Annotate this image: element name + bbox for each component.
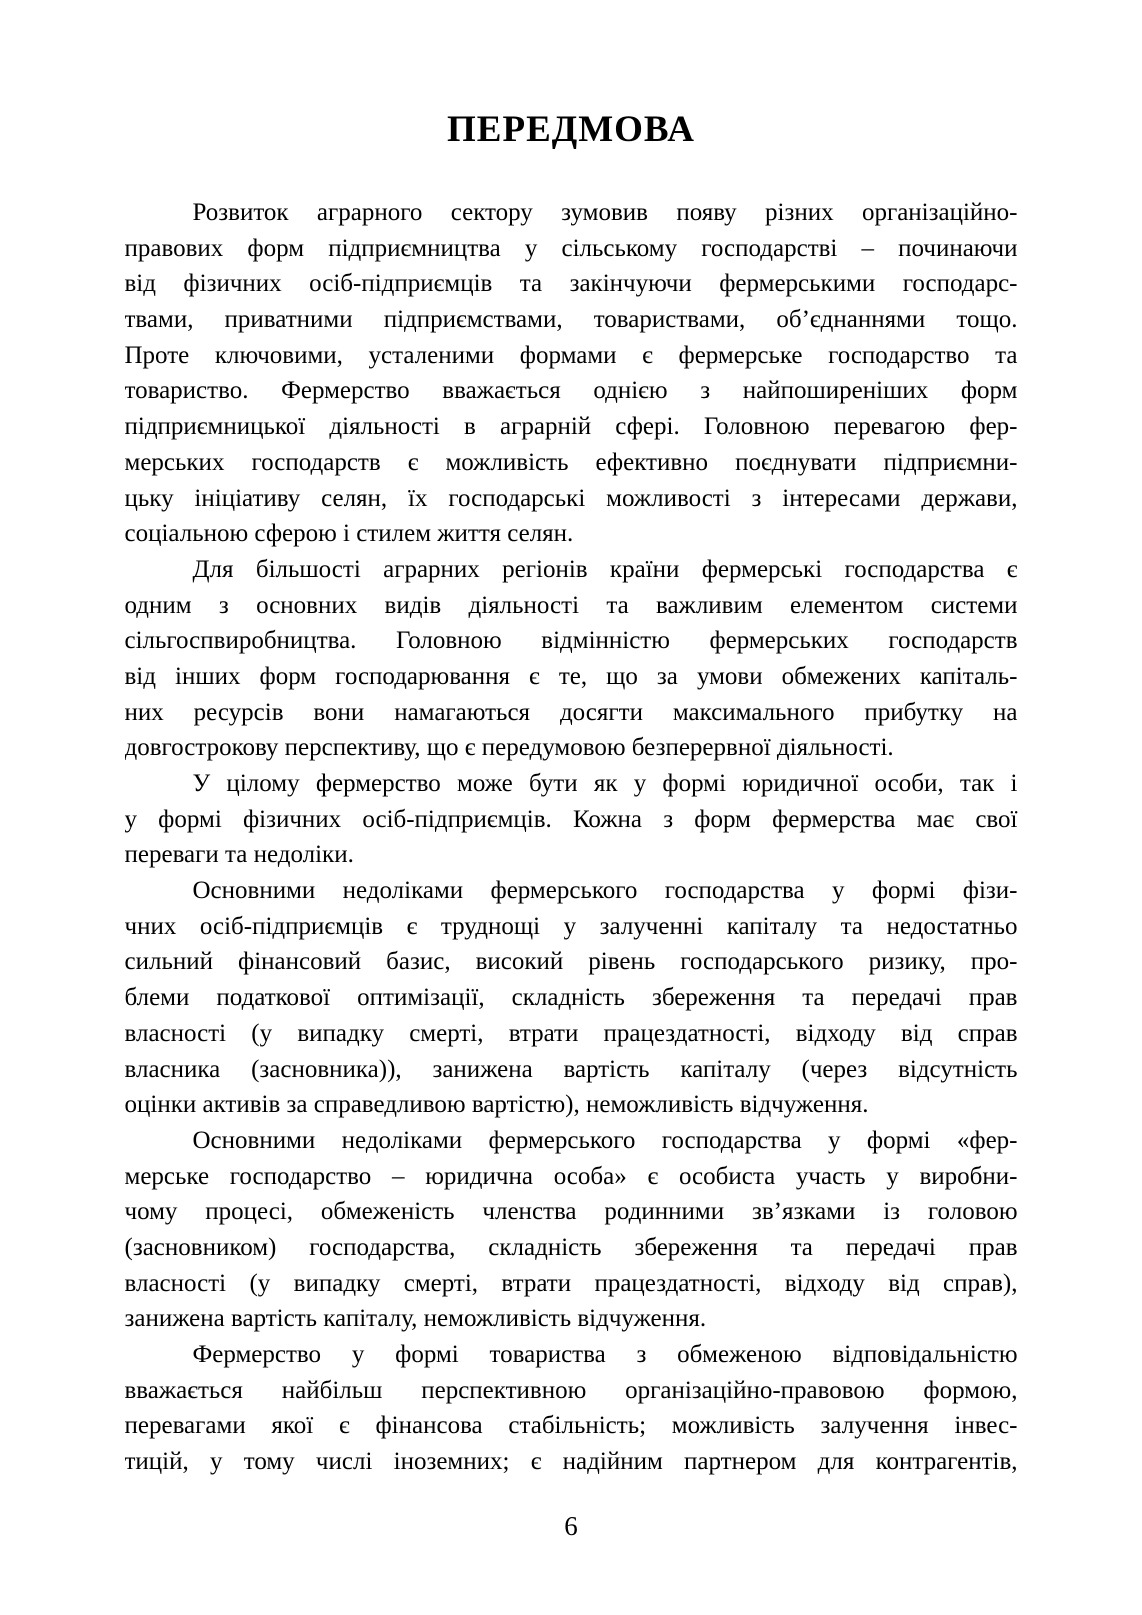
text-line: Проте ключовими, усталеними формами є фермерське господарство та — [124, 341, 1018, 369]
text-line: Основними недоліками фермерського господарства у формі «фер- — [192, 1126, 1018, 1154]
text-line: блеми податкової оптимізації, складність збереження та передачі прав — [124, 984, 1018, 1012]
text-line: довгострокову перспективу, що є передумовою безперервної діяльності. — [124, 734, 894, 762]
text-line: вважається найбільш перспективною організаційно-правовою формою, — [124, 1376, 1018, 1404]
text-line: чних осіб-підприємців є труднощі у залученні капіталу та недостатньо — [124, 912, 1018, 940]
text-line: твами, приватними підприємствами, товариствами, об’єднаннями тощо. — [124, 306, 1018, 334]
page-number: 6 — [564, 1510, 578, 1541]
text-line: переваги та недоліки. — [124, 841, 354, 869]
text-line: підприємницької діяльності в аграрній сфері. Головною перевагою фер- — [124, 413, 1018, 441]
text-line: соціальною сферою і стилем життя селян. — [124, 520, 574, 548]
paragraph — [125, 195, 1018, 552]
text-line: від фізичних осіб-підприємців та закінчуючи фермерськими господарс- — [124, 270, 1018, 298]
text-line: Фермерство у формі товариства з обмеженою відповідальністю — [192, 1341, 1018, 1368]
paragraph — [125, 873, 1018, 1123]
text-line: (засновником) господарства, складність збереження та передачі прав — [124, 1233, 1018, 1261]
body-text — [125, 195, 1018, 1480]
text-line: тицій, у тому числі іноземних; є надійним партнером для контрагентів, — [124, 1448, 1018, 1476]
page-title: ПЕРЕДМОВА — [447, 109, 695, 150]
text-line: одним з основних видів діяльності та важливим елементом системи — [124, 591, 1018, 619]
text-line: Основними недоліками фермерського господарства у формі фізи- — [192, 877, 1018, 905]
text-line: чому процесі, обмеженість членства родинними зв’язками із головою — [124, 1198, 1018, 1226]
paragraph — [125, 552, 1018, 766]
text-line: від інших форм господарювання є те, що за умови обмежених капіталь- — [124, 662, 1018, 690]
text-line: цьку ініціативу селян, їх господарські можливості з інтересами держави, — [124, 484, 1018, 512]
text-line: власності (у випадку смерті, втрати працездатності, відходу від справ — [124, 1019, 1018, 1047]
text-line: власника (засновника)), занижена вартість капіталу (через відсутність — [124, 1055, 1018, 1083]
text-line: перевагами якої є фінансова стабільність; можливість залучення інвес- — [124, 1412, 1018, 1440]
text-line: оцінки активів за справедливою вартістю), неможливість відчуження. — [124, 1091, 869, 1119]
paragraph — [125, 1123, 1018, 1337]
text-line: товариство. Фермерство вважається однією з найпоширеніших форм — [124, 377, 1018, 405]
text-line: у формі фізичних осіб-підприємців. Кожна з форм фермерства має свої — [124, 805, 1018, 833]
text-line: У цілому фермерство може бути як у формі юридичної особи, так і — [192, 770, 1018, 797]
text-line: Для більшості аграрних регіонів країни фермерські господарства є — [192, 555, 1018, 583]
text-line: власності (у випадку смерті, втрати працездатності, відходу від справ), — [124, 1269, 1018, 1297]
text-line: занижена вартість капіталу, неможливість відчуження. — [124, 1305, 707, 1333]
text-line: мерське господарство – юридична особа» є особиста участь у виробни- — [124, 1162, 1018, 1190]
text-line: мерських господарств є можливість ефективно поєднувати підприємни- — [124, 448, 1018, 476]
text-line: правових форм підприємництва у сільському господарстві – починаючи — [124, 234, 1018, 262]
text-line: Розвиток аграрного сектору зумовив появу різних організаційно- — [192, 199, 1018, 226]
text-line: них ресурсів вони намагаються досягти максимального прибутку на — [124, 698, 1018, 726]
paragraph — [125, 766, 1018, 873]
text-line: сильний фінансовий базис, високий рівень господарського ризику, про- — [124, 948, 1018, 976]
text-line: сільгоспвиробництва. Головною відмінністю фермерських господарств — [124, 627, 1018, 655]
paragraph — [125, 1337, 1018, 1480]
